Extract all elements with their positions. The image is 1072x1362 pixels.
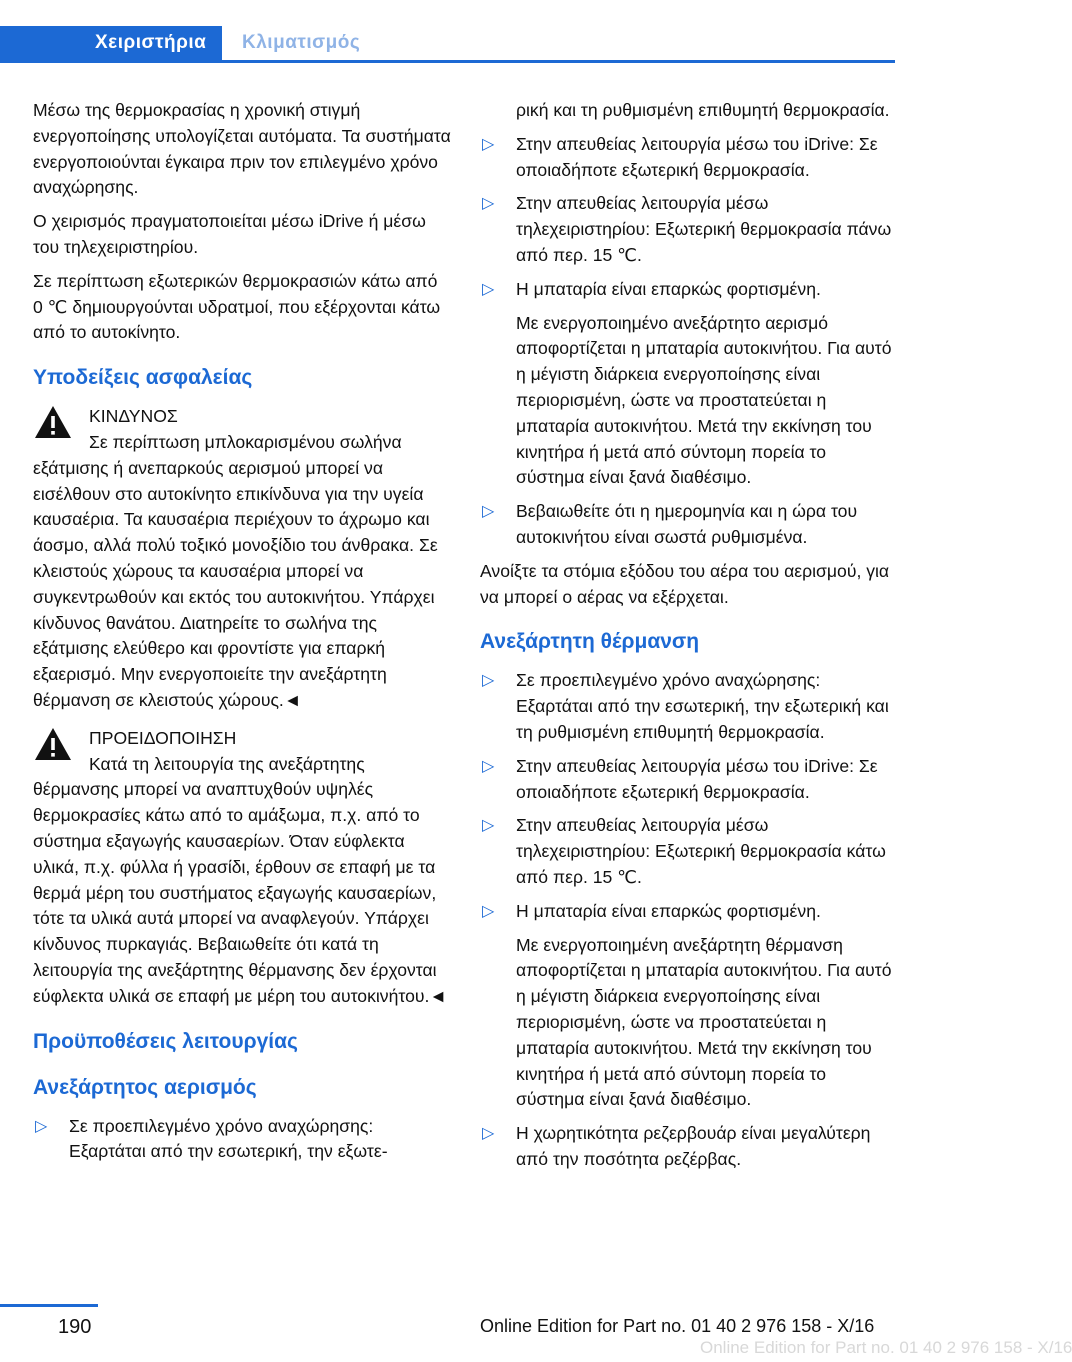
list-item: ▷ Σε προεπιλεγμένο χρόνο αναχώρησης: Εξαρτάται από την εσωτερική, την εξωτε- (35, 1115, 388, 1162)
edition-text: Online Edition for Part no. 01 40 2 976 158 - X/16 (480, 1316, 875, 1336)
section-heading-prerequisites: Προϋποθέσεις λειτουργίας (33, 1029, 298, 1053)
tab-climate[interactable]: Κλιματισμός (222, 26, 895, 60)
list-item: ▷ Στην απευθείας λειτουργία μέσω τηλεχειριστηρίου: Εξωτερική θερμοκρασία πάνω από περ. 15 ℃. (482, 193, 892, 265)
triangle-right-icon: ▷ (482, 902, 495, 920)
triangle-right-icon: ▷ (482, 503, 495, 521)
list-item: ▷ Η μπαταρία είναι επαρκώς φορτισμένη. Με ενεργοποιημένη ανεξάρτητη θέρμανση αποφορτίζεται η μπαταρία αυτοκινήτου. Για αυτό η μέγιστη διάρκεια ενεργοποίησης είναι περιορισμένη, ώστε να προστατεύεται η μπαταρία αυτοκινήτου. Μετά την εκκίνηση του κινητήρα ή μετά από σύντομη πορεία το σύστημα είναι ξανά διαθέσιμο. (480, 899, 898, 1113)
list-item: ▷ Σε προεπιλεγμένο χρόνο αναχώρησης: Εξαρτάται από την εσωτερική, την εξωτερική και τη ρυθμισμένη επιθυμητή θερμοκρασία. (482, 670, 889, 742)
list-item: ▷ Βεβαιωθείτε ότι η ημερομηνία και η ώρα του αυτοκινήτου είναι σωστά ρυθμισμένα. (482, 501, 858, 547)
danger-notice (33, 404, 451, 714)
notice-title: ΚΙΝΔΥΝΟΣ (89, 406, 178, 427)
notice-body: εξάτμισης ή ανεπαρκούς αερισμού μπορεί να εισέλθουν στο αυτοκίνητο επικίνδυνα για την υγεία καυσαέρια. Τα καυσαέρια περιέχουν το άχρωμο και άοσμο, αλλά πολύ τοξικό μονοξίδιο του άνθρακα. Σε κλειστούς χώρους τα καυσαέρια μπορεί να συγκεντρωθούν και εκτός του αυτοκινήτου. Υπάρχει κίνδυνος θανάτου. Διατηρείτε το σωλήνα της εξάτμισης ελεύθερο και φροντίστε για επαρκή εξαερισμό. Μην ενεργοποιείτε την ανεξάρτητη θέρμανση σε κλειστούς χώρους.◄ (33, 457, 438, 710)
triangle-right-icon: ▷ (482, 1125, 495, 1143)
paragraph: Μέσω της θερμοκρασίας η χρονική στιγμή ενεργοποίησης υπολογίζεται αυτόματα. Τα συστήματα ενεργοποιούνται έγκαιρα πριν τον επιλεγμένο χρόνο αναχώρησης. (33, 100, 451, 198)
paragraph: Ανοίξτε τα στόμια εξόδου του αέρα του αερισμού, για να μπορεί ο αέρας να εξέρχεται. (480, 560, 890, 607)
list-item: ▷ Η μπαταρία είναι επαρκώς φορτισμένη. Με ενεργοποιημένο ανεξάρτητο αερισμό αποφορτίζεται η μπαταρία αυτοκινήτου. Για αυτό η μέγιστη διάρκεια ενεργοποίησης είναι περιορισμένη, ώστε να προστατεύεται η μπαταρία αυτοκινήτου. Μετά την εκκίνηση του κινητήρα ή μετά από σύντομη πορεία το σύστημα είναι ξανά διαθέσιμο. (480, 277, 898, 491)
triangle-right-icon: ▷ (482, 757, 495, 775)
paragraph: Ο χειρισμός πραγματοποιείται μέσω iDrive ή μέσω του τηλεχειριστηρίου. (33, 211, 426, 257)
list-item: ▷ Στην απευθείας λειτουργία μέσω του iDrive: Σε οποιαδήποτε εξωτερική θερμοκρασία. (482, 755, 878, 802)
list-item-continuation: ρική και τη ρυθμισμένη επιθυμητή θερμοκρασία. (516, 100, 890, 120)
header-bar (0, 0, 895, 62)
notice-lead: Σε περίπτωση μπλοκαρισμένου σωλήνα (89, 431, 402, 452)
header-rule (0, 60, 895, 63)
footer-rule (0, 1304, 98, 1307)
right-column (480, 98, 898, 1181)
warning-triangle-icon (33, 404, 73, 440)
notice-lead: Κατά τη λειτουργία της ανεξάρτητης (89, 753, 365, 774)
page-number: 190 (58, 1316, 92, 1338)
triangle-right-icon: ▷ (482, 195, 495, 213)
triangle-right-icon: ▷ (482, 672, 495, 690)
list-item-detail: Με ενεργοποιημένη ανεξάρτητη θέρμανση αποφορτίζεται η μπαταρία αυτοκινήτου. Για αυτό η μέγιστη διάρκεια ενεργοποίησης είναι περιορισμένη, ώστε να προστατεύεται η μπαταρία αυτοκινήτου. Μετά την εκκίνηση του κινητήρα ή μετά από σύντομη πορεία το σύστημα είναι ξανά διαθέσιμο. (516, 934, 892, 1110)
paragraph: Σε περίπτωση εξωτερικών θερμοκρασιών κάτω από 0 ℃ δημιουργούνται υδρατμοί, που εξέρχονται κάτω από το αυτοκίνητο. (33, 270, 441, 343)
subsection-heading-ventilation: Ανεξάρτητος αερισμός (33, 1075, 257, 1099)
notice-body: θέρμανσης μπορεί να αναπτυχθούν υψηλές θερμοκρασίες κάτω από το αμάξωμα, π.χ. από το σύστημα εξαγωγής καυσαερίων. Όταν εύφλεκτα υλικά, π.χ. φύλλα ή γρασίδι, έρθουν σε επαφή με τα θερμά μέρη του συστήματος εξαγωγής καυσαερίων, τότε τα υλικά αυτά μπορεί να αναφλεγούν. Υπάρχει κίνδυνος πυρκαγιάς. Βεβαιωθείτε ότι κατά τη λειτουργία της ανεξάρτητης θέρμανσης δεν έρχονται εύφλεκτα υλικά σε επαφή με μέρη του αυτοκινήτου.◄ (33, 779, 447, 1006)
triangle-right-icon: ▷ (35, 1117, 48, 1135)
warning-triangle-icon (33, 726, 73, 762)
warning-notice (33, 726, 451, 1010)
subsection-heading-heating: Ανεξάρτητη θέρμανση (480, 630, 700, 654)
tab-controls[interactable]: Χειριστήρια (0, 26, 222, 60)
triangle-right-icon: ▷ (482, 817, 495, 835)
section-heading-safety: Υποδείξεις ασφαλείας (33, 366, 253, 390)
watermark: Online Edition for Part no. 01 40 2 976 158 - X/16 (700, 1338, 1072, 1357)
list-item: ▷ Στην απευθείας λειτουργία μέσω του iDrive: Σε οποιαδήποτε εξωτερική θερμοκρασία. (482, 133, 878, 180)
triangle-right-icon: ▷ (482, 135, 495, 153)
notice-title: ΠΡΟΕΙΔΟΠΟΙΗΣΗ (89, 727, 237, 748)
list-item-detail: Με ενεργοποιημένο ανεξάρτητο αερισμό αποφορτίζεται η μπαταρία αυτοκινήτου. Για αυτό η μέγιστη διάρκεια ενεργοποίησης είναι περιορισμένη, ώστε να προστατεύεται η μπαταρία αυτοκινήτου. Μετά την εκκίνηση του κινητήρα ή μετά από σύντομη πορεία το σύστημα είναι ξανά διαθέσιμο. (516, 312, 892, 488)
list-item: ▷ Η χωρητικότητα ρεζερβουάρ είναι μεγαλύτερη από την ποσότητα ρεζέρβας. (482, 1123, 871, 1169)
list-item: ▷ Στην απευθείας λειτουργία μέσω τηλεχειριστηρίου: Εξωτερική θερμοκρασία κάτω από περ. 15 ℃. (482, 815, 886, 887)
left-column (33, 98, 451, 1173)
triangle-right-icon: ▷ (482, 280, 495, 298)
